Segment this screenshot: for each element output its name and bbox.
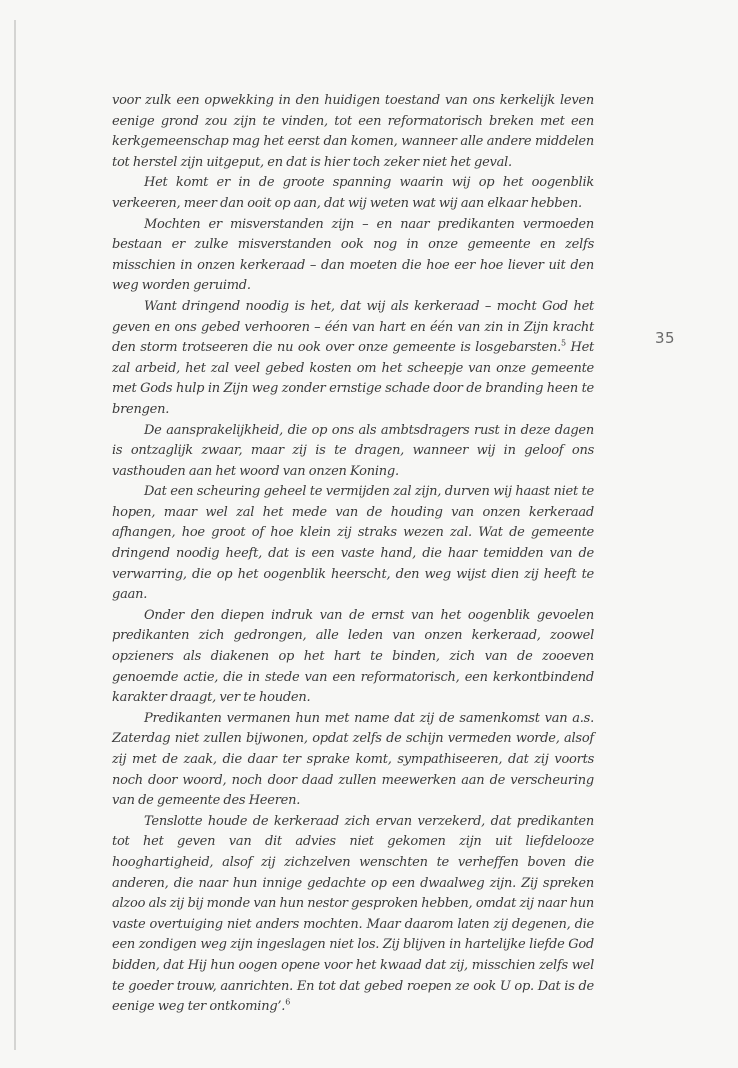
body-text xyxy=(112,91,594,1018)
paragraph-2-text: Het komt er in de groote spanning waarin wij op het oogenblik verkeeren, meer dan ooit op aan, dat wij weten wat wij aan elkaar hebben. xyxy=(112,175,594,211)
paragraph-4-text: Want dringend noodig is het, dat wij als kerkeraad – mocht God het geven en ons gebed verhooren – één van hart en één van zin in Zijn kracht den storm trotseeren die nu ook over onze gemeente is losgebarsten. xyxy=(112,298,594,356)
paragraph-3 xyxy=(112,215,594,297)
paragraph-9-text: Tenslotte houde de kerkeraad zich ervan verzekerd, dat predikanten tot het geven van dit advies niet gekomen zijn uit liefdelooze hooghartigheid, alsof zij zichzelven wenschten te verheffen boven die anderen, die naar hun innige gedachte op een dwaalweg zijn. Zij spreken alzoo als zij bij monde van hun nestor gesproken hebben, omdat zij naar hun vaste overtuiging niet anders mochten. Maar daarom laten zij degenen, die een zondigen weg zijn ingeslagen niet los. Zij blijven in hartelijke liefde God bidden, dat Hij hun oogen opene voor het kwaad dat zij, misschien zelfs wel te goeder trouw, aanrichten. En tot dat gebed roepen ze ook U op. Dat is de eenige weg ter ontkoming’. xyxy=(112,813,594,1015)
paragraph-3-text: Mochten er misverstanden zijn – en naar predikanten vermoeden bestaan er zulke misverstanden ook nog in onze gemeente en zelfs misschien in onzen kerkeraad – dan moeten die hoe eer hoe liever uit den weg worden geruimd. xyxy=(112,216,594,294)
paragraph-4 xyxy=(112,297,594,421)
paragraph-1-text: voor zulk een opwekking in den huidigen toestand van ons kerkelijk leven eenige grond zou zijn te vinden, tot een reformatorisch breken met een kerkgemeenschap mag het eerst dan komen, wanneer alle andere middelen tot herstel zijn uitgeput, en dat is hier toch zeker niet het geval. xyxy=(112,93,594,170)
paragraph-5-text: De aansprakelijkheid, die op ons als ambtsdragers rust in deze dagen is ontzaglijk zwaar, maar zij is te dragen, wanneer wij in geloof ons vasthouden aan het woord van onzen Koning. xyxy=(112,422,594,479)
paragraph-5 xyxy=(112,421,594,483)
paragraph-2 xyxy=(112,173,594,214)
paragraph-8 xyxy=(112,709,594,812)
paragraph-6-text: Dat een scheuring geheel te vermijden zal zijn, durven wij haast niet te hopen, maar wel zal het mede van de houding van onzen kerkeraad afhangen, hoe groot of hoe klein zij straks wezen zal. Wat de gemeente dringend noodig heeft, dat is een vaste hand, die haar temidden van de verwarring, die op het oogenblik heerscht, den weg wijst dien zij heeft te gaan. xyxy=(112,484,594,603)
page-number: 35 xyxy=(655,329,676,347)
paragraph-6 xyxy=(112,482,594,606)
paragraph-1 xyxy=(112,91,594,173)
footnote-marker-6[interactable]: 6 xyxy=(285,997,291,1007)
page-gutter-line xyxy=(14,20,16,1050)
paragraph-7-text: Onder den diepen indruk van de ernst van het oogenblik gevoelen predikanten zich gedrongen, alle leden van onzen kerkeraad, zoowel opzieners als diakenen op het hart te binden, zich van de zooeven genoemde actie, die in stede van een reformatorisch, een kerkontbindend karakter draagt, ver te houden. xyxy=(112,607,594,706)
paragraph-8-text: Predikanten vermanen hun met name dat zij de samenkomst van a.s. Zaterdag niet zullen bijwonen, opdat zelfs de schijn vermeden worde, alsof zij met de zaak, die daar ter sprake komt, sympathiseeren, dat zij voorts noch door woord, noch door daad zullen meewerken aan de verscheuring van de gemeente des Heeren. xyxy=(112,710,594,809)
paragraph-9 xyxy=(112,812,594,1018)
paragraph-4-tail: Het zal arbeid, het zal veel gebed kosten om het scheepje van onze gemeente met Gods hulp in Zijn weg zonder ernstige schade door de branding heen te brengen. xyxy=(112,340,594,417)
paragraph-7 xyxy=(112,606,594,709)
footnote-marker-5[interactable]: 5 xyxy=(560,338,566,348)
